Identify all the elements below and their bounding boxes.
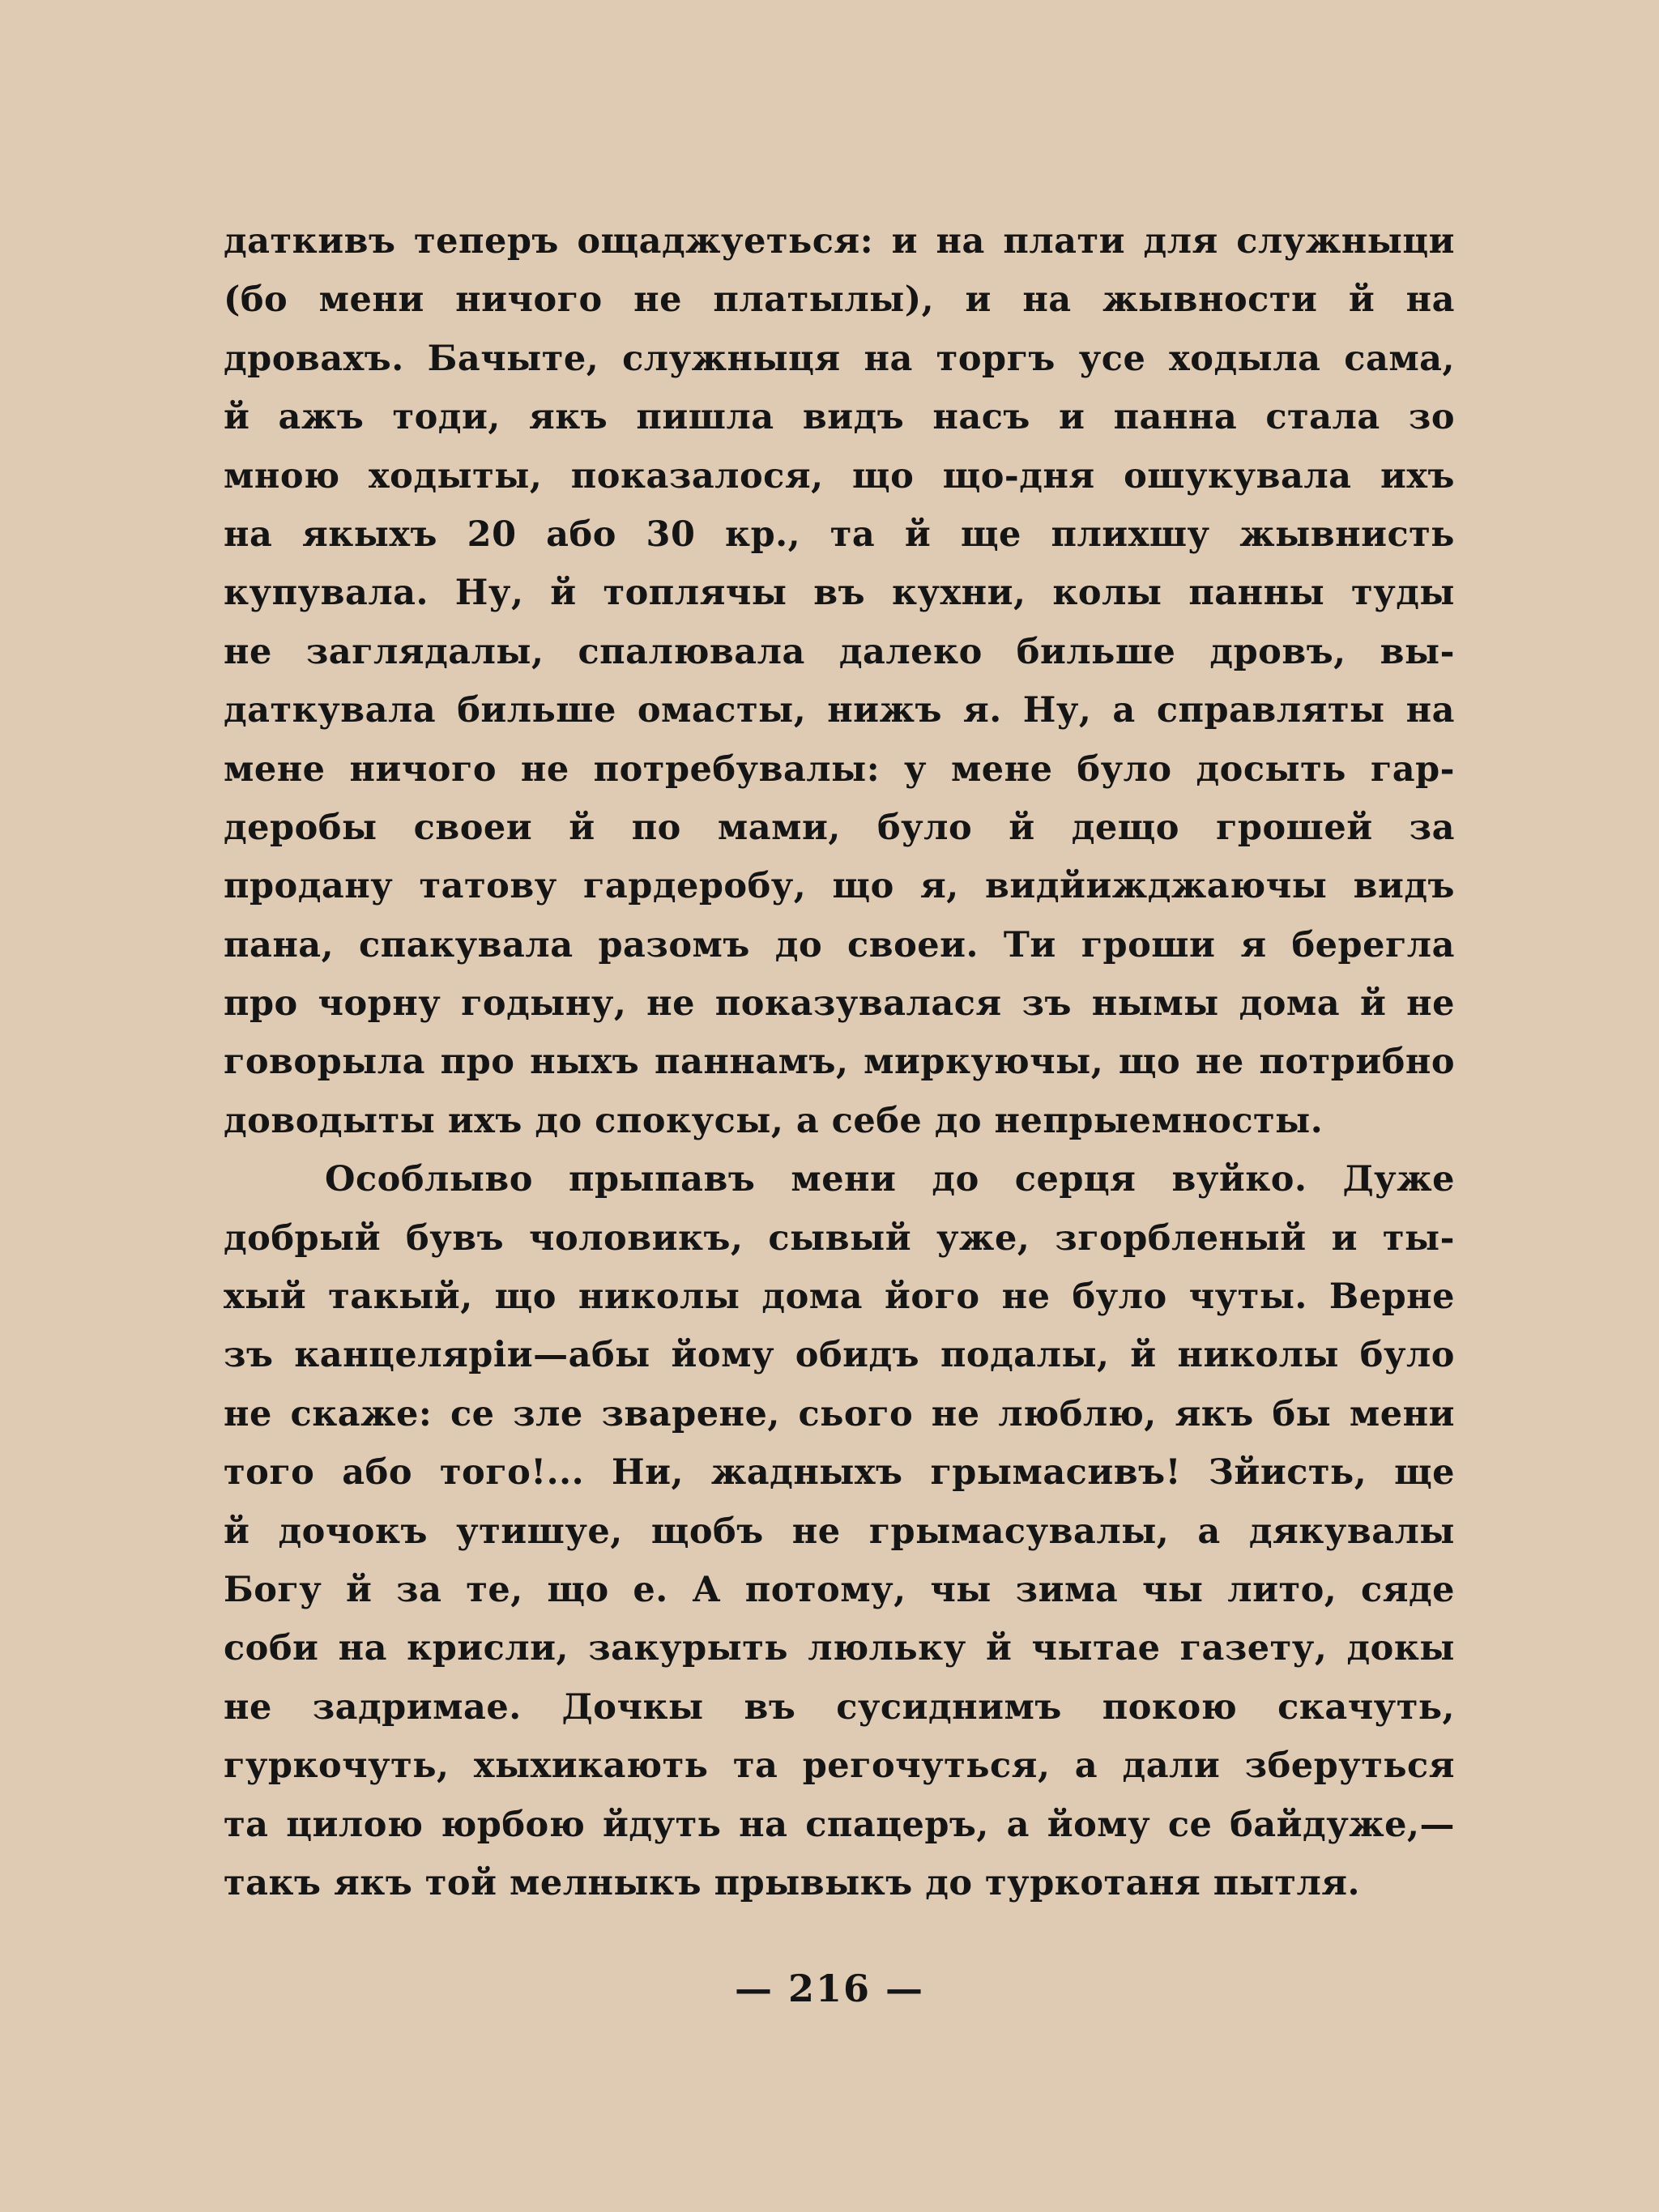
body-text <box>224 212 1455 1912</box>
text-line: добрый бувъ чоловикъ, сывый уже, згорбленый и ты- <box>224 1217 1455 1259</box>
text-line: й дочокъ утишуе, щобъ не грымасувалы, а дякувалы <box>224 1511 1455 1552</box>
text-line: зъ канцеляріи—абы йому обидъ подалы, й николы було <box>224 1335 1455 1376</box>
text-line: на якыхъ 20 або 30 кр., та й ще плихшу жывнисть <box>224 514 1455 555</box>
text-line: соби на крисли, закурыть люльку й чытае газету, докы <box>224 1628 1455 1669</box>
text-line: гуркочуть, хыхикають та регочуться, а дали зберуться <box>224 1745 1455 1787</box>
text-line: купувала. Ну, й топлячы въ кухни, колы панны туды <box>224 573 1455 614</box>
text-line: говорыла про ныхъ паннамъ, миркуючы, що не потрибно <box>224 1042 1455 1083</box>
text-line: пана, спакувала разомъ до своеи. Ти гроши я берегла <box>224 924 1455 965</box>
text-line: не задримае. Дочкы въ сусиднимъ покою скачуть, <box>224 1686 1455 1728</box>
text-line: дровахъ. Бачыте, служныця на торгъ усе ходыла сама, <box>224 338 1455 379</box>
text-line: та цилою юрбою йдуть на спацеръ, а йому се байдуже,— <box>224 1804 1455 1845</box>
text-line: деробы своеи й по мами, було й дещо грошей за <box>224 807 1455 848</box>
text-line: доводыты ихъ до спокусы, а себе до непрыемносты. <box>224 1100 1324 1141</box>
text-line: продану татову гардеробу, що я, видйижджаючы видъ <box>224 866 1455 907</box>
text-line: мною ходыты, показалося, що що-дня ошукувала ихъ <box>224 455 1455 497</box>
text-line: (бо мени ничого не платылы), и на жывности й на <box>224 279 1455 321</box>
text-line: даткувала бильше омасты, нижъ я. Ну, а справляты на <box>224 690 1455 731</box>
text-line: Богу й за те, що е. А потому, чы зима чы лито, сяде <box>224 1569 1455 1610</box>
text-line: не скаже: се зле зварене, сього не люблю, якъ бы мени <box>224 1393 1455 1434</box>
text-line: хый такый, що николы дома його не було чуты. Верне <box>224 1276 1455 1318</box>
text-line: Особлыво прыпавъ мени до серця вуйко. Дуже <box>325 1159 1455 1200</box>
text-line: такъ якъ той мелныкъ прывыкъ до туркотаня пытля. <box>224 1862 1361 1903</box>
text-line: мене ничого не потребувалы: у мене було досыть гар- <box>224 748 1455 790</box>
text-line: того або того!... Ни, жадныхъ грымасивъ! Зйисть, ще <box>224 1452 1455 1494</box>
text-line: даткивъ теперъ ощаджуеться: и на плати для служныци <box>224 221 1455 262</box>
page-number: — 216 — <box>734 1967 925 2010</box>
text-line: про чорну годыну, не показувалася зъ нымы дома й не <box>224 983 1455 1025</box>
text-line: й ажъ тоди, якъ пишла видъ насъ и панна стала зо <box>224 397 1455 438</box>
text-line: не заглядалы, спалювала далеко бильше дровъ, вы- <box>224 631 1455 672</box>
